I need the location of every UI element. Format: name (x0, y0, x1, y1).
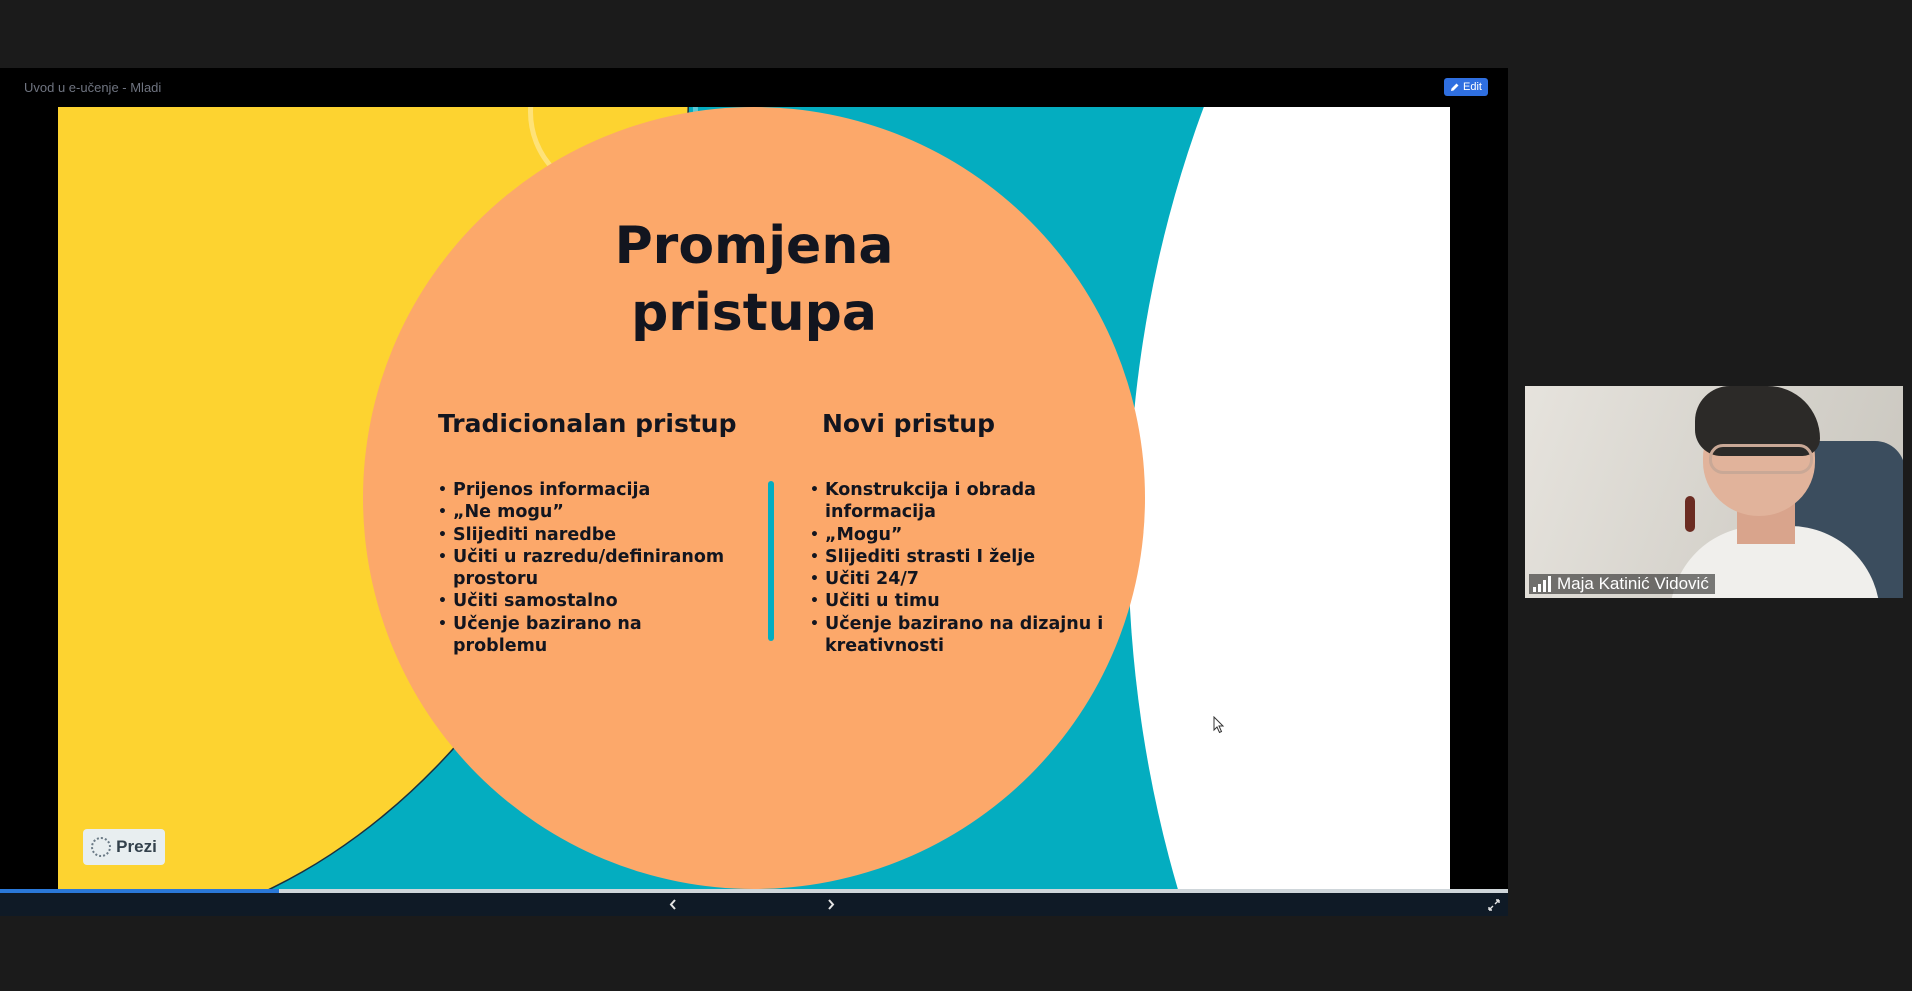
column-divider (768, 481, 774, 641)
list-item: • Učiti 24/7 (810, 568, 1140, 590)
presentation-controls (0, 893, 1508, 916)
slide-title-line2: pristupa (631, 283, 877, 343)
list-item: • Slijediti naredbe (438, 524, 738, 546)
video-person-glasses (1709, 444, 1813, 474)
video-person-earring (1685, 496, 1695, 532)
participant-video[interactable] (1525, 386, 1903, 598)
list-item: • „Ne mogu” (438, 501, 738, 523)
signal-strength-icon (1533, 576, 1551, 592)
chevron-left-icon (668, 893, 678, 916)
slide-title-line1: Promjena (614, 216, 894, 276)
left-bullet-list (438, 479, 738, 657)
slide (58, 107, 1450, 889)
next-slide-button[interactable] (826, 893, 836, 922)
mouse-cursor-icon (1213, 716, 1225, 734)
list-item: • Učiti samostalno (438, 590, 738, 612)
fullscreen-icon (1488, 893, 1500, 916)
prezi-logo-icon (91, 837, 111, 857)
chevron-right-icon (826, 893, 836, 916)
previous-slide-button[interactable] (668, 893, 678, 922)
participant-name: Maja Katinić Vidović (1557, 574, 1709, 593)
edit-button-label: Edit (1463, 81, 1482, 93)
presentation-title: Uvod u e-učenje - Mladi (24, 80, 162, 95)
list-item: • Učenje bazirano na dizajnu i kreativnosti (810, 613, 1140, 658)
pencil-icon (1450, 82, 1460, 92)
fullscreen-button[interactable] (1488, 893, 1500, 924)
list-item: • Učenje bazirano na problemu (438, 613, 738, 658)
list-item: • Učiti u razredu/definiranom prostoru (438, 546, 738, 591)
list-item: • Konstrukcija i obrada informacija (810, 479, 1140, 524)
list-item: • „Mogu” (810, 524, 1140, 546)
prezi-logo[interactable] (83, 829, 165, 865)
right-bullet-list (810, 479, 1140, 657)
right-column-heading: Novi pristup (822, 409, 995, 438)
presentation-window (0, 68, 1508, 916)
white-shape (1128, 107, 1450, 889)
participant-name-label (1529, 574, 1715, 594)
list-item: • Prijenos informacija (438, 479, 738, 501)
left-column-heading: Tradicionalan pristup (438, 409, 737, 438)
list-item: • Učiti u timu (810, 590, 1140, 612)
list-item: • Slijediti strasti I želje (810, 546, 1140, 568)
slide-title (363, 213, 1145, 347)
edit-button[interactable] (1444, 78, 1488, 96)
prezi-logo-text: Prezi (116, 837, 157, 856)
